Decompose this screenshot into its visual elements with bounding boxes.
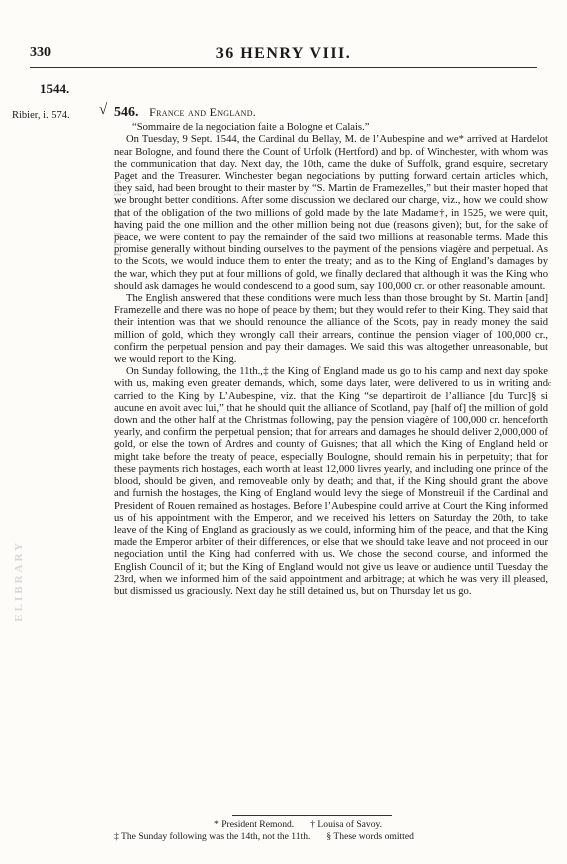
entry-title: France and England. <box>149 105 257 119</box>
side-reference: Ribier, i. 574. <box>12 110 70 121</box>
paragraph: On Tuesday, 9 Sept. 1544, the Cardinal du Bellay, M. de l’Aubespine and we* arrived at Hardelot near Bologne, and found there the Count of Urfolk (Hertford) and bp. of Winchester, with whom was the communication that day. Next day, the 10th, came the duke of Suffolk, grand esquire, secretary Paget and the Treasurer. Winchester began negociations by putting forward certain articles which, they said, had been brought to their master by “S. Martin de Framezelles,” but their master hoped that we brought better conditions. After some discussion we declared our charge, viz., how we could show that of the obligation of the two millions of gold made by the late Madame†, in 1525, we were quit, having paid the one million and the other million being not due (reasons given); but, for the sake of peace, we were content to pay the remainder of the said two millions at reasonable terms. Made this promise generally without binding ourselves to the payment of the pensions viagère and perpetual. As to the Scots, we would induce them to enter the treaty; and as to the King of England’s damages by the war, which they put at four millions of gold, we finally declared that although it was the King who should ask damages he would condescend to a good sum, say 100,000 cr. or other reasonable amount. <box>114 134 548 292</box>
check-mark: √ <box>99 102 108 118</box>
footnote: § These words omitted <box>326 830 414 842</box>
footnote: ‡ The Sunday following was the 14th, not the 11th. <box>114 830 311 842</box>
entry-body <box>114 106 548 598</box>
footnote: * President Remond. <box>214 819 295 830</box>
running-title: 36 HENRY VIII. <box>215 45 352 62</box>
watermark: ELIBRARY <box>112 175 124 257</box>
paragraph: On Sunday following, the 11th.,‡ the King of England made us go to his camp and next day spoke with us, making even greater demands, which, some days later, were delivered to us in writing and carried to the King by L’Aubespine, viz. that the King “se departiroit de l’alliance [du Turc]§ si aucune en avoit avec lui,” that he should quit the alliance of Scotland, pay [half of] the million of gold down and the other half at the Christmas following, pay the pension viagère of 100,000 cr. henceforth yearly, and confirm the perpetual pension; that for arrears and damages he should deliver 2,000,000 of gold, or else the town of Ardres and county of Guisnes; that all which the King of England held or might take before the treaty of peace, especially Boulogne, should remain his in perpetuity; that for these payments rich hostages, each worth at least 12,000 livres yearly, and including one prince of the blood, should be given, and removeable only by death; and that, if the King should grant the above and furnish the hostages, the King of England would levy the siege of Monstreuil if the Cardinal and President of Rouen remained as hostages. Before l’Aubespine could arrive at Court the King informed us of his appointment with the Emperor, and we received his letters on Saturday the 20th, to take leave of the King of England as graciously as we could, informing him of the peace, and that the King made the Emperor arbiter of their differences, or else that we should take leave and not proceed in our negociation until the King had conferred with us. We chose the second course, and informed the English Council of it; but the King of England would not give us leave or audience until Tuesday the 23rd, when we informed him of the said appointment and arbitrage; at which he was very ill pleased, but dismissed us graciously. Next day he still detained us, but on Thursday let us go. <box>114 366 548 597</box>
page-number: 330 <box>30 45 51 60</box>
entry-heading <box>114 106 548 120</box>
entry-subtitle: “Sommaire de la negociation faite a Bologne et Calais.” <box>132 122 370 134</box>
footnotes <box>114 819 548 842</box>
year-label: 1544. <box>40 81 70 96</box>
header-rule <box>30 67 537 68</box>
footnote: † Louisa of Savoy. <box>310 819 383 830</box>
margin-mark: ᶜ <box>548 378 552 392</box>
paragraph: The English answered that these conditions were much less than those brought by St. Martin [and] Framezelle and there was no hope of peace by them; but they would refer to their King. They said that their intention was that we should renounce the alliance of the Scots, pay in ready money the said million of gold, which they wrongly call their arrears, continue the pension viager of 100,000 cr., confirm the perpetual pension and pay their damages. We said this was altogether unreasonable, but we would report to the King. <box>114 293 548 366</box>
watermark: ELIBRARY <box>13 540 25 622</box>
entry-number: 546. <box>114 105 139 120</box>
footnote-rule <box>232 815 392 816</box>
running-head <box>30 45 537 63</box>
